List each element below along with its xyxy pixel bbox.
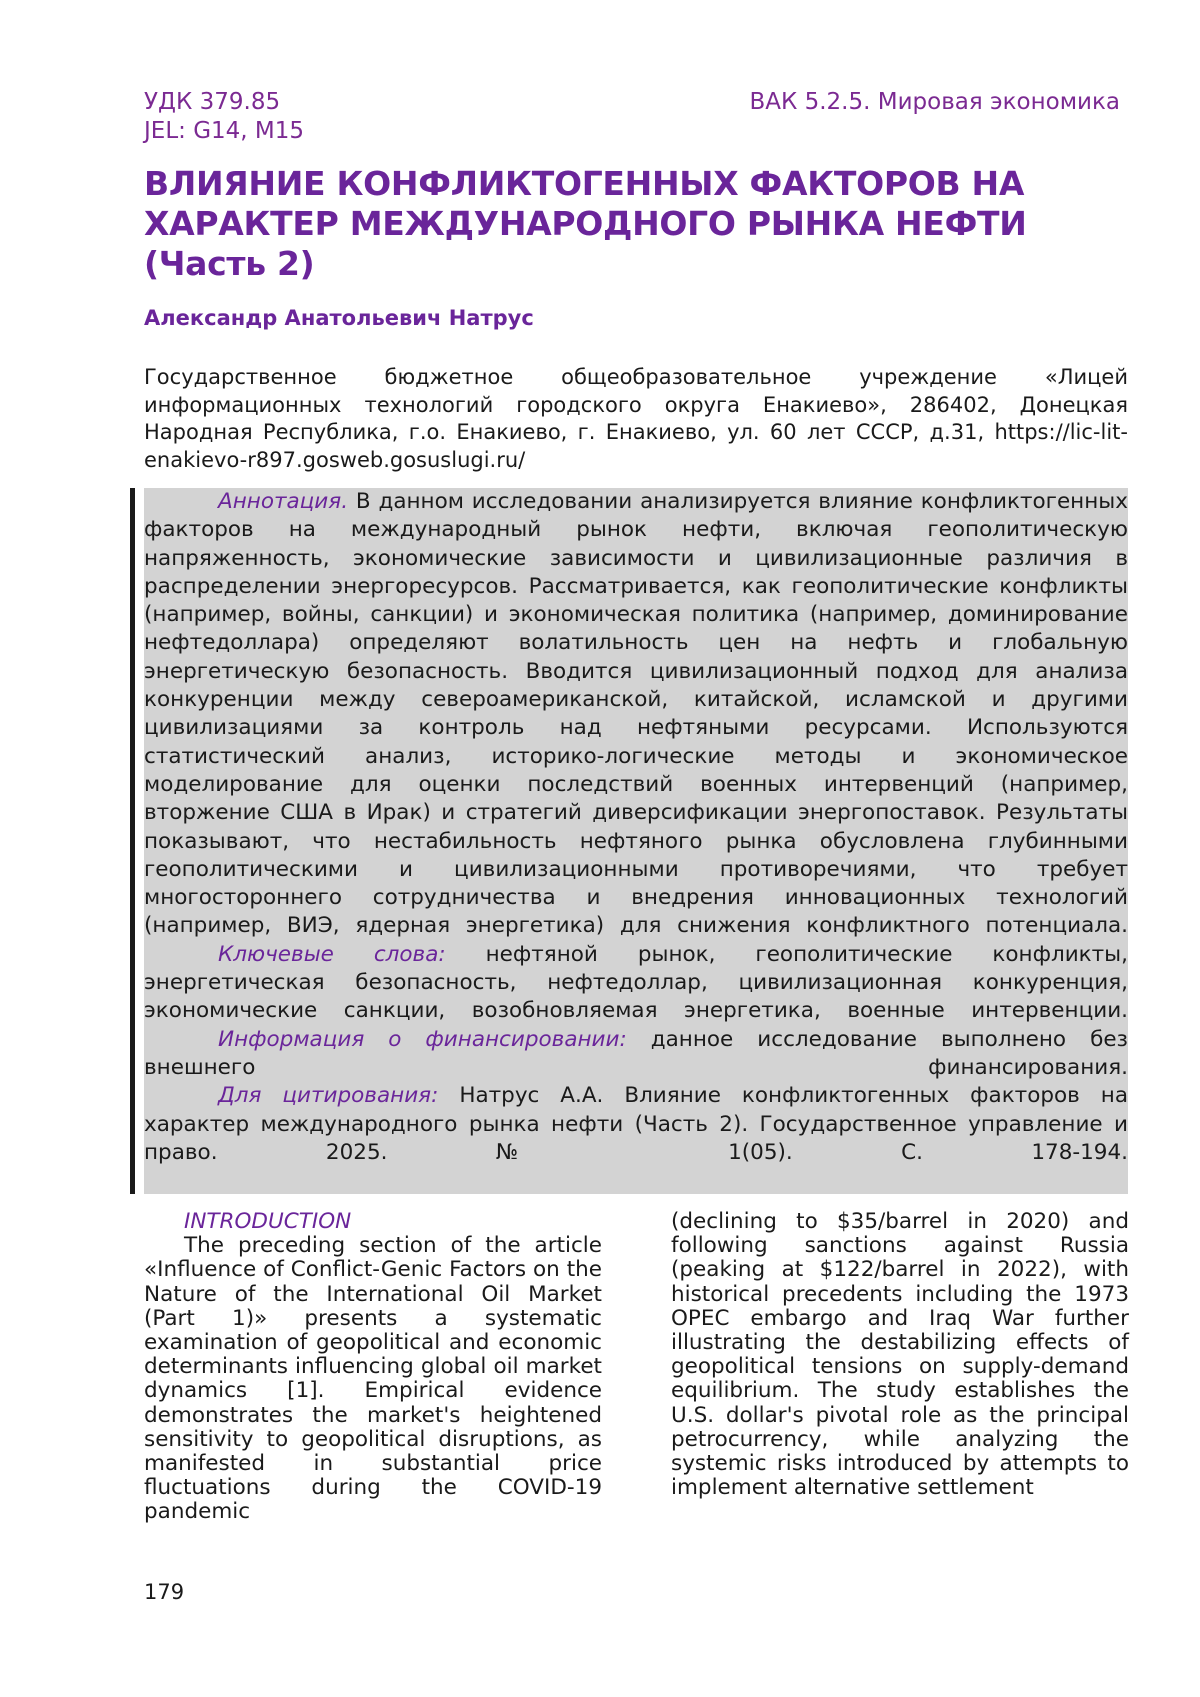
funding-text: данное исследование выполнено без внешнего финансирования. [144, 1026, 1128, 1080]
article-title [144, 164, 1104, 284]
keywords-paragraph [144, 941, 1128, 1026]
funding-label: Информация о финансировании: [218, 1026, 627, 1052]
title-line-1: ВЛИЯНИЕ КОНФЛИКТОГЕННЫХ ФАКТОРОВ НА [144, 164, 1025, 203]
udk-code: УДК 379.85 [144, 89, 281, 115]
abstract-paragraph [144, 488, 1128, 941]
introduction-right-text: (declining to $35/barrel in 2020) and following sanctions against Russia (peaking at $122/barrel in 2022), with historical precedents including the 1973 OPEC embargo and Iraq War further illustrating the destabilizing effects of geopolitical tensions on supply-demand equilibrium. The study establishes the U.S. dollar's pivotal role as the principal petrocurrency, while analyzing the systemic risks introduced by attempts to implement alternative settlement [671, 1209, 1129, 1501]
funding-paragraph [144, 1026, 1128, 1083]
affiliation: Государственное бюджетное общеобразовательное учреждение «Лицей информационных технологий городского округа Енакиево», 286402, Донецкая Народная Республика, г.о. Енакиево, г. Енакиево, ул. 60 лет СССР, д.31, https://lic-lit-enakievo-r897.gosweb.gosuslugi.ru/ [144, 365, 1128, 472]
abstract-side-bar [130, 488, 135, 1194]
author-name: Александр Анатольевич Натрус [144, 306, 534, 330]
citation-text: Натрус А.А. Влияние конфликтогенных факторов на характер международного рынка нефти (Часть 2). Государственное управление и право. 2025. № 1(05). С. 178-194. [144, 1083, 1128, 1165]
page-number: 179 [144, 1580, 185, 1604]
citation-paragraph [144, 1082, 1128, 1167]
keywords-label: Ключевые слова: [218, 941, 446, 967]
abstract-block [144, 488, 1128, 1194]
jel-code: JEL: G14, M15 [144, 118, 305, 144]
abstract-label: Аннотация. [218, 489, 349, 514]
introduction-heading: INTRODUCTION [184, 1209, 352, 1234]
citation-label: Для цитирования: [218, 1083, 439, 1109]
introduction-left-text [144, 1234, 602, 1524]
header-left [144, 88, 304, 146]
vak-code: ВАК 5.2.5. Мировая экономика [749, 89, 1120, 115]
introduction-right-column [671, 1210, 1129, 1500]
keywords-text: нефтяной рынок, геополитические конфликты, энергетическая безопасность, нефтедоллар, цивилизационная конкуренция, экономические санкции, возобновляемая энергетика, военные интервенции. [144, 941, 1128, 1024]
introduction-left-column [144, 1210, 602, 1525]
abstract-text: В данном исследовании анализируется влияние конфликтогенных факторов на международный рынок нефти, включая геополитическую напряженность, экономические зависимости и цивилизационные различия в распределении энергоресурсов. Рассматривается, как геополитические конфликты (например, войны, санкции) и экономическая политика (например, доминирование нефтедоллара) определяют волатильность цен на нефть и глобальную энергетическую безопасность. Вводится цивилизационный подход для анализа конкуренции между североамериканской, китайской, исламской и другими цивилизациями за контроль над нефтяными ресурсами. Используются статистический анализ, историко-логические методы и экономическое моделирование для оценки последствий военных интервенций (например, вторжение США в Ирак) и стратегий диверсификации энергопоставок. Результаты показывают, что нестабильность нефтяного рынка обусловлена глубинными геополитическими и цивилизационными противоречиями, что требует многостороннего сотрудничества и внедрения инновационных технологий (например, ВИЭ, ядерная энергетика) для снижения конфликтного потенциала. [144, 489, 1128, 939]
title-line-2: ХАРАКТЕР МЕЖДУНАРОДНОГО РЫНКА НЕФТИ [144, 204, 1027, 243]
introduction-left-body: The preceding section of the article «Influence of Conflict-Genic Factors on the Nature of the International Oil Market (Part 1)» presents a systematic examination of geopolitical and economic determinants influencing global oil market dynamics [1]. Empirical evidence demonstrates the market's heightened sensitivity to geopolitical disruptions, as manifested in substantial price fluctuations during the COVID-19 pandemic [144, 1233, 602, 1525]
title-line-3: (Часть 2) [144, 244, 315, 283]
